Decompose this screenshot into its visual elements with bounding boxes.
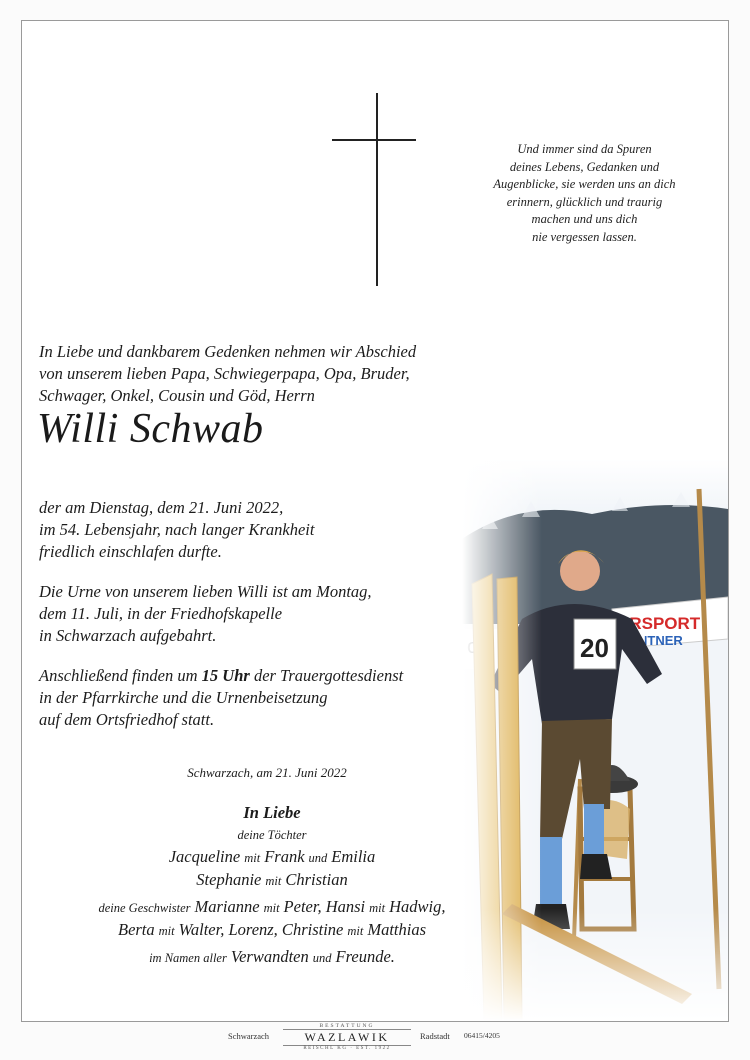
connector-word: mit [244,851,261,865]
connector-word: mit [263,901,280,915]
footer-phone: 06415/4205 [464,1031,500,1040]
mourner-name: Matthias [367,920,427,939]
mourner-name: Christian [285,870,348,889]
mourner-name: Frank [264,847,305,866]
paragraph-line: in der Pfarrkirche und die Urnenbeisetzung [39,688,328,707]
mourner-name: Stephanie [196,870,262,889]
daughters-label: deine Töchter [237,828,307,842]
mourner-name: Peter, Hansi [283,897,366,916]
mourners-signoff [22,801,522,969]
service-text: der Trauergottesdienst [249,666,404,685]
intro-line: In Liebe und dankbarem Gedenken nehmen wir Abschied [39,342,417,361]
footer-location: Schwarzach [228,1031,270,1041]
siblings-line [22,919,522,942]
place-date: Schwarzach, am 21. Juni 2022 [187,765,347,780]
relatives-word: Freunde. [335,947,395,966]
obituary-card [21,20,729,1022]
service-paragraph [39,665,469,731]
siblings-line [22,896,522,919]
viewing-paragraph [39,581,469,647]
mourner-name: Emilia [331,847,376,866]
service-text: Anschließend finden um [39,666,202,685]
poem-line: machen und uns dich [531,212,638,226]
in-liebe-heading: In Liebe [243,803,301,822]
mourner-name: Hadwig, [389,897,446,916]
mourner-name: Berta [117,920,155,939]
logo-top-text: BESTATTUNG [283,1023,411,1030]
daughters-line [22,869,522,892]
poem-line: nie vergessen lassen. [532,229,637,244]
paragraph-line [39,665,469,687]
mourner-name: Jacqueline [168,847,241,866]
paragraph-line: in Schwarzach aufgebahrt. [39,626,217,645]
cross-icon-horizontal [332,139,416,141]
relatives-word: Verwandten [230,947,309,966]
connector-word: mit [158,924,175,938]
connector-word: mit [347,924,364,938]
memorial-poem [462,141,707,246]
deceased-name: Willi Schwab [37,406,264,452]
siblings-label: deine Geschwister [98,901,191,915]
connector-word: mit [369,901,386,915]
skier-photo [462,459,728,1021]
mourner-name: Walter, Lorenz, Christine [178,920,344,939]
paragraph-line: Die Urne von unserem lieben Willi ist am Montag, [39,582,372,601]
footer-location: Radstadt [420,1031,450,1041]
connector-word: und [308,851,328,865]
paragraph-line: friedlich einschlafen durfte. [39,542,222,561]
intro-text [39,341,509,407]
death-notice-paragraph [39,497,469,563]
poem-line: Augenblicke, sie werden uns an dich [493,177,676,191]
logo-bottom-text: REISCHL KG · EST. 1922 [283,1045,411,1051]
funeral-home-logo [283,1023,411,1051]
intro-line: von unserem lieben Papa, Schwiegerpapa, Opa, Bruder, [39,364,410,383]
cross-icon-vertical [376,93,378,286]
paragraph-line: auf dem Ortsfriedhof statt. [39,710,215,729]
poem-line: erinnern, glücklich und traurig [506,194,663,209]
relatives-line [22,946,522,969]
connector-word: und [312,951,332,965]
relatives-label: im Namen aller [149,951,227,965]
mourner-name: Marianne [194,897,260,916]
poem-line: Und immer sind da Spuren [517,142,652,156]
poem-line: deines Lebens, Gedanken und [509,159,660,174]
paragraph-line: im 54. Lebensjahr, nach langer Krankheit [39,520,315,539]
connector-word: mit [265,874,282,888]
service-time: 15 Uhr [201,666,250,685]
funeral-home-footer [0,1022,750,1052]
paragraph-line: der am Dienstag, dem 21. Juni 2022, [39,498,284,517]
paragraph-line: dem 11. Juli, in der Friedhofskapelle [39,604,283,623]
intro-line: Schwager, Onkel, Cousin und Göd, Herrn [39,386,315,405]
daughters-line [22,846,522,869]
logo-brand: WAZLAWIK [304,1030,390,1044]
